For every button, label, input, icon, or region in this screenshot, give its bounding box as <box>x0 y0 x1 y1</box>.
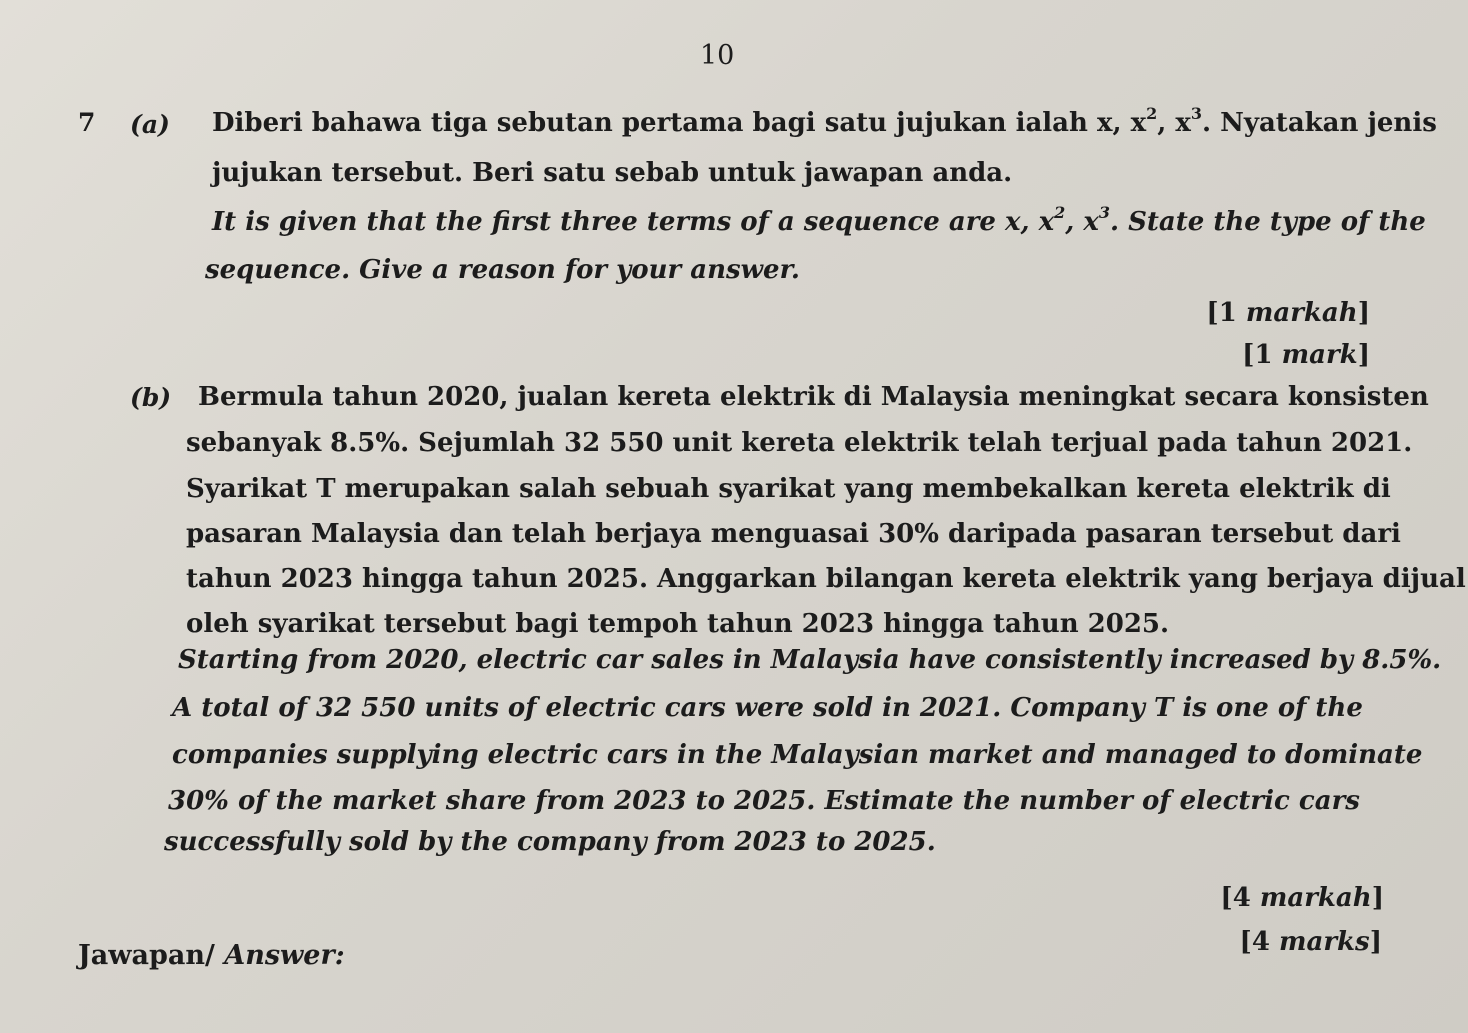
part-b-malay-line-3: Syarikat T merupakan salah sebuah syarikat yang membekalkan kereta elektrik di <box>186 474 1391 504</box>
part-b-malay-line-1: Bermula tahun 2020, jualan kereta elektrik di Malaysia meningkat secara konsisten <box>198 382 1429 412</box>
part-b-malay-line-6: oleh syarikat tersebut bagi tempoh tahun 2023 hingga tahun 2025. <box>186 609 1170 639</box>
part-b-malay-line-5: tahun 2023 hingga tahun 2025. Anggarkan bilangan kereta elektrik yang berjaya dijual <box>186 564 1466 594</box>
part-a-malay-line-1: Diberi bahawa tiga sebutan pertama bagi satu jujukan ialah x, $x^2$, $x^3$. Nyatakan jenis <box>212 104 1437 138</box>
part-a-label: (a) <box>130 110 170 139</box>
part-b-english-line-3: companies supplying electric cars in the Malaysian market and managed to dominate <box>172 740 1423 770</box>
part-b-english-line-4: 30% of the market share from 2023 to 2025. Estimate the number of electric cars <box>168 786 1360 816</box>
part-b-marks-english: [4 marks] <box>1239 927 1382 957</box>
part-b-english-line-5: successfully sold by the company from 2023 to 2025. <box>164 827 936 857</box>
part-b-label: (b) <box>130 383 172 412</box>
part-b-malay-line-2: sebanyak 8.5%. Sejumlah 32 550 unit kereta elektrik telah terjual pada tahun 2021. <box>186 428 1413 458</box>
part-a-english-line-1: It is given that the first three terms of a sequence are x, $x^2$, $x^3$. State the type of the <box>212 203 1426 237</box>
part-a-marks-english: [1 mark] <box>1242 340 1370 370</box>
part-b-malay-line-4: pasaran Malaysia dan telah berjaya menguasai 30% daripada pasaran tersebut dari <box>186 519 1401 549</box>
part-a-english-line-2: sequence. Give a reason for your answer. <box>205 255 800 285</box>
part-b-marks-malay: [4 markah] <box>1220 883 1384 913</box>
part-b-english-line-2: A total of 32 550 units of electric cars were sold in 2021. Company T is one of the <box>172 693 1363 723</box>
part-b-english-line-1: Starting from 2020, electric car sales in Malaysia have consistently increased by 8.5%. <box>178 645 1442 675</box>
answer-label: Jawapan/ Answer: <box>78 940 345 971</box>
part-a-malay-line-2: jujukan tersebut. Beri satu sebab untuk jawapan anda. <box>212 158 1013 188</box>
page-number: 10 <box>700 40 735 71</box>
part-a-marks-malay: [1 markah] <box>1206 298 1370 328</box>
question-number: 7 <box>78 108 96 137</box>
